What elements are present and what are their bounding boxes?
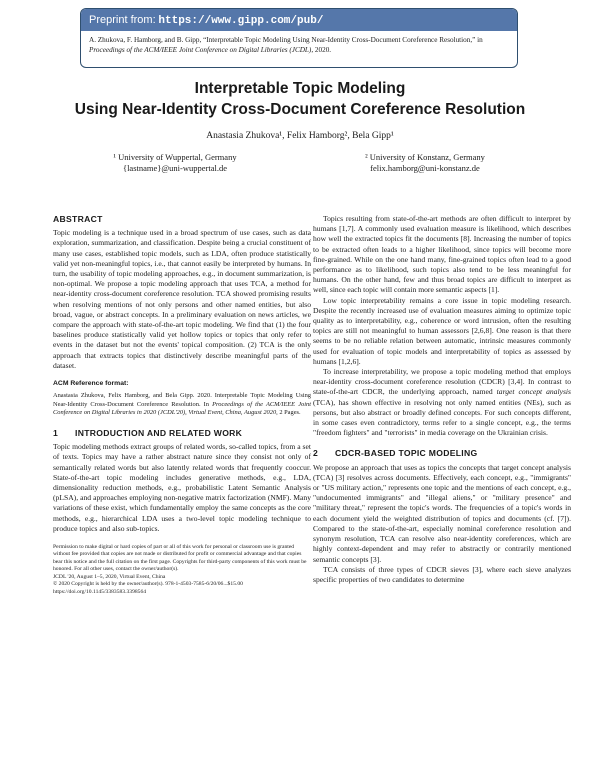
abstract-heading: ABSTRACT <box>53 214 103 224</box>
acm-reference-label: ACM Reference format: <box>53 380 129 388</box>
section-2-paragraph-1: We propose an approach that uses as topics the concepts that target concept analysis (TCA) [3] resolves across documents. Effectively, each concept, e.g., "immigrants" or "US military action," represents one topic and the mentions of each concept, e.g., "undocumented immigrants" and "illegal aliens," or "military presence" and "military threat," represent the topic's words. The frequencies of a topic's words in each document yield the weighted distribution of topics and documents (cf. [7]). Compared to the state-of-the-art, especially nominal coreference resolution and synonym resolution, TCA can resolve also near-identity coreferences, which are highly context-dependent and may refer to abstractly or contrarily mentioned semantic concepts [3]. <box>313 462 571 564</box>
citation-end: , 2020. <box>311 46 332 54</box>
section-2-number: 2 <box>313 448 319 459</box>
right-paragraph-2: Low topic interpretability remains a core issue in topic modeling research. Despite the recently increased use of evaluation measures aiming to optimize topic quality as to interpretability, e.g., coherence or word intrusion, often the resulting topics are still not meaningful to human assessors [2,6,8]. One reason is that there seems to be no reliable relation between automatic, intrinsic measures commonly used for evaluation of topic models and interpretability of topics as assessed by humans [1,2,6]. <box>313 295 571 366</box>
affiliation-2-email: felix.hamborg@uni-konstanz.de <box>370 163 480 173</box>
section-1-title: INTRODUCTION AND RELATED WORK <box>75 428 243 439</box>
citation-text: A. Zhukova, F. Hamborg, and B. Gipp, “Interpretable Topic Modeling Using Near-Identity Cross-Document Coreference Resolution,” in <box>89 36 483 44</box>
preprint-header <box>81 9 517 31</box>
acm-ref-before: Anastasia Zhukova, Felix Hamborg, and Bela Gipp. 2020. Interpretable Topic Modeling Using Near-Identity Cross-Document Coreference Resolution. In <box>53 392 311 408</box>
permission-notice <box>53 544 311 596</box>
permission-venue: JCDL '20, August 1–5, 2020, Virtual Event, China <box>53 573 166 580</box>
section-1-number: 1 <box>53 428 59 439</box>
permission-text: Permission to make digital or hard copies of part or all of this work for personal or classroom use is granted without fee provided that copies are not made or distributed for profit or commercial advantage and that copies bear this notice and the full citation on the first page. Copyrights for third-party components of this work must be honored. For all other uses, contact the owner/author(s). <box>53 544 307 573</box>
acm-ref-venue: Proceedings of the ACM/IEEE Joint Conference on Digital Libraries in 2020 (JCDL'20), Virtual Event, China, August 2020 <box>53 400 311 417</box>
right-paragraph-1: Topics resulting from state-of-the-art methods are often difficult to interpret by humans [1,7]. A commonly used evaluation measure is likelihood, which describes how well the extracted topics fit the documents [8]. Increasing the number of topics to be extracted often leads to a higher likelihood, since topics will become more fine-grained. While on the one hand many, fine-grained topics often lead to a good performance as to likelihood, such topics also tend to be less meaningful for humans. On the other hand, few and thus broad topics are difficult to interpret as well, since each topic will contain more semantic aspects [1]. <box>313 214 571 295</box>
permission-doi-link[interactable]: https://doi.org/10.1145/3383583.3398564 <box>53 588 147 595</box>
section-2-heading <box>313 448 571 458</box>
p3-before: To increase interpretability, we propose a topic modeling method that employs near-identity cross-document coreference resolution (CDCR) [3,4]. In contrast to state-of-the-art CDCR, the underlying approach, named <box>313 367 571 397</box>
section-1-heading <box>53 428 311 438</box>
citation-venue: Proceedings of the ACM/IEEE Joint Conference on Digital Libraries (JCDL) <box>89 46 312 54</box>
preprint-box <box>80 8 518 68</box>
left-column <box>53 214 311 596</box>
permission-copyright: © 2020 Copyright is held by the owner/author(s). 978-1-4503-7585-6/20/06...$15.00 <box>53 581 243 588</box>
section-2-title: CDCR-BASED TOPIC MODELING <box>335 448 478 459</box>
preprint-citation <box>81 31 517 59</box>
acm-ref-after: , 2 Pages. <box>276 409 301 417</box>
section-2-paragraph-2: TCA consists of three types of CDCR sieves [3], where each sieve analyzes specific properties of two candidates to determine <box>313 564 571 584</box>
section-1-text: Topic modeling methods extract groups of related words, so-called topics, from a set of texts. Topics may have a rather abstract nature since they consist not only of semantically related words but also latently related words that frequently cooccur. State-of-the-art topic modeling includes generative methods, e.g., LDA, dimensionality reduction methods, e.g., probabilistic Latent Semantic Analysis (pLSA), and approaches employing non-negative matrix factorization (NMF). Many variations of these exist, which fundamentally employ the same concepts as the core methods, e.g., hierarchical LDA uses a two-level topic modeling technique to produce topics and also sub-topics. <box>53 442 311 533</box>
affiliation-1 <box>85 152 265 174</box>
paper-title-line1: Interpretable Topic Modeling <box>194 80 406 97</box>
p3-italic: target concept analysis <box>496 387 571 397</box>
author-list: Anastasia Zhukova¹, Felix Hamborg², Bela Gipp¹ <box>206 131 394 141</box>
paper-title-line2: Using Near-Identity Cross-Document Coreference Resolution <box>74 101 526 118</box>
acm-reference-text <box>53 392 311 418</box>
right-paragraph-3 <box>313 367 571 438</box>
p3-after: (TCA), has shown effective in resolving not only named entities (NEs), such as persons, but also abstract or broadly defined concepts. For such concepts different, in some cases even contradictory, terms refer to a single concept, e.g., the terms "freedom fighters" and "terrorists" in media coverage on the Ukrainian crisis. <box>313 397 571 438</box>
preprint-url-link[interactable]: https://www.gipp.com/pub/ <box>158 15 324 27</box>
affiliation-1-email: {lastname}@uni-wuppertal.de <box>122 163 228 173</box>
affiliation-2 <box>335 152 515 174</box>
right-column <box>313 214 571 585</box>
preprint-label: Preprint from: <box>89 14 156 26</box>
affiliation-1-name: ¹ University of Wuppertal, Germany <box>113 152 237 162</box>
affiliation-2-name: ² University of Konstanz, Germany <box>365 152 485 162</box>
abstract-text: Topic modeling is a technique used in a broad spectrum of use cases, such as data exploration, summarization, and classification. Despite being a crucial constituent of many use cases, established topic models, such as LDA, often produce statistically valid yet non-meaningful topics, i.e., that cannot easily be interpreted by humans. In turn, the usability of topic modeling approaches, e.g., in document summarization, is non-optimal. We propose a topic modeling approach that uses TCA, a method for near-identity cross-document coreference resolution. TCA showed promising results when resolving mentions of not only persons and other named entities, but also broad, vague, or abstract concepts. In a preliminary evaluation on news articles, we compare the approach with state-of-the-art topic modeling. We find that (1) the four baselines produce statistically valid yet hollow topics or topics that only refer to events in the dataset but not the events' topical composition. (2) TCA is the only approach that extracts topics that distinctively describe meaningful parts of the dataset. <box>53 228 311 370</box>
